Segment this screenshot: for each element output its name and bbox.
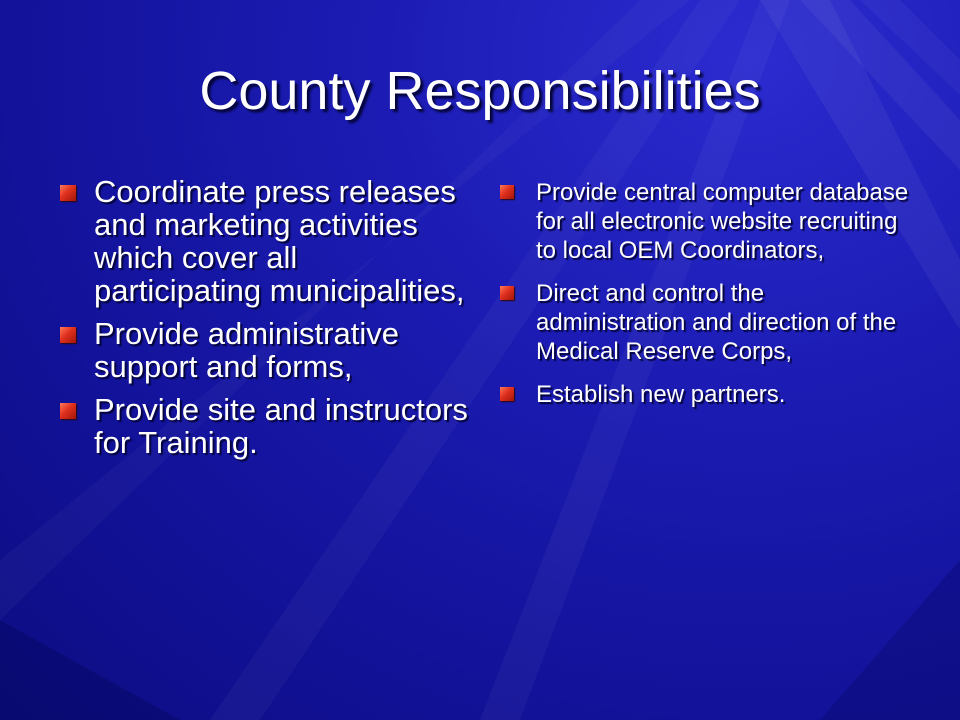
left-bullet-list [60, 175, 470, 469]
square-bullet-icon [500, 387, 514, 401]
square-bullet-icon [500, 185, 514, 199]
list-item [60, 175, 470, 307]
list-item [500, 279, 920, 366]
square-bullet-icon [500, 286, 514, 300]
list-item-text: Establish new partners. [536, 381, 786, 408]
list-item [60, 317, 470, 383]
square-bullet-icon [60, 185, 76, 201]
list-item [500, 380, 920, 409]
list-item-text: Direct and control the administration and direction of the Medical Reserve Corps, [536, 280, 897, 365]
list-item-text: Provide administrative support and forms, [94, 316, 399, 384]
list-item [500, 178, 920, 265]
square-bullet-icon [60, 403, 76, 419]
list-item-text: Coordinate press releases and marketing activities which cover all participating municipalities, [94, 174, 465, 308]
slide-title: County Responsibilities [199, 61, 761, 121]
list-item-text: Provide site and instructors for Training. [94, 392, 468, 460]
square-bullet-icon [60, 327, 76, 343]
list-item [60, 393, 470, 459]
right-bullet-list [500, 178, 920, 423]
list-item-text: Provide central computer database for all electronic website recruiting to local OEM Coordinators, [536, 179, 909, 264]
